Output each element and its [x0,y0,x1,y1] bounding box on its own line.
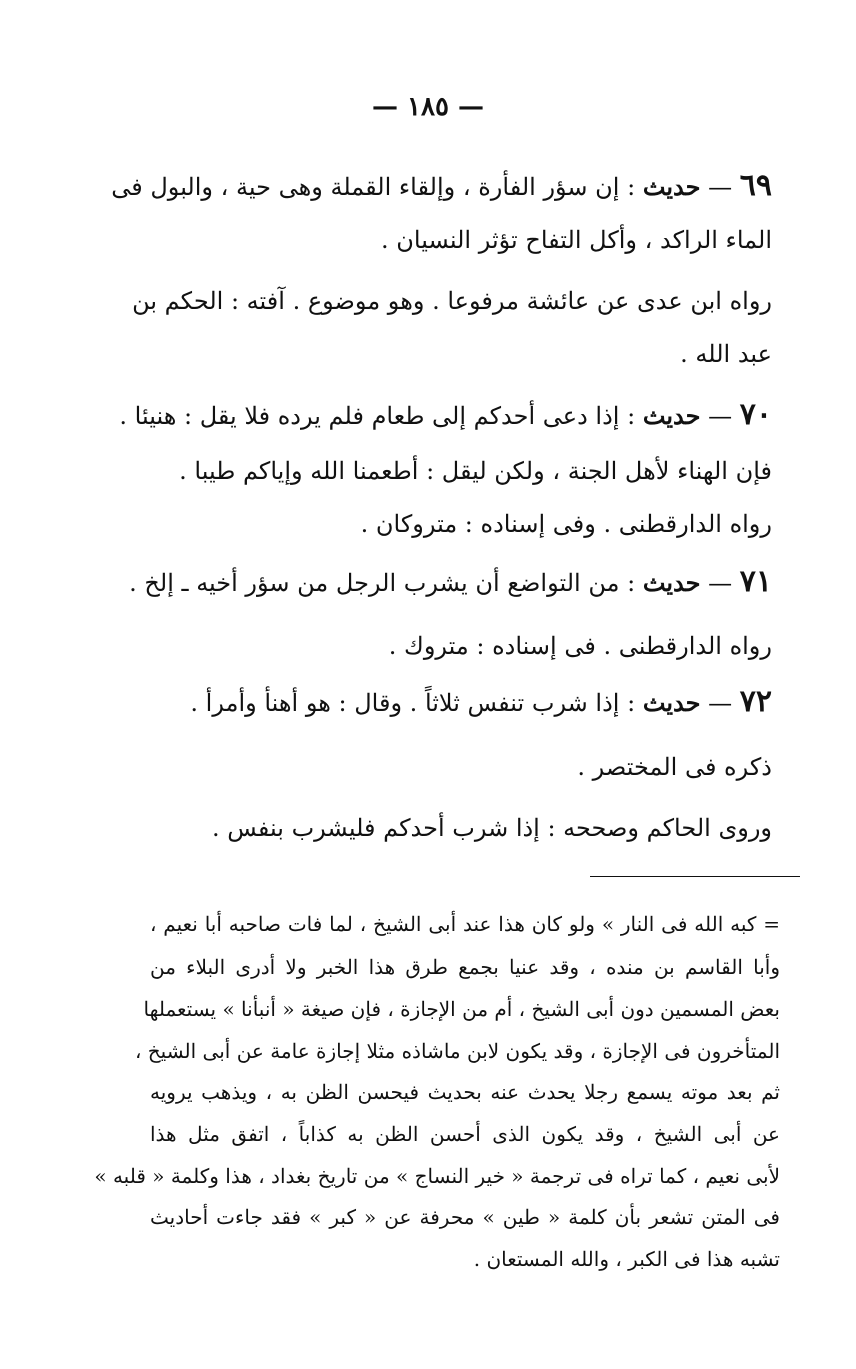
footnote-line-6: عن أبى الشيخ ، وقد يكون الذى أحسن الظن به كذاباً ، اتفق مثل هذا [150,1122,780,1146]
footnote-separator [590,876,800,877]
hadith-text: : إذا دعى أحدكم إلى طعام فلم يرده فلا يقل : هنيئا . [119,402,636,430]
footnote-line-5: ثم بعد موته يسمع رجلا يحدث عنه بحديث فيحسن الظن به ، ويذهب يرويه [150,1080,780,1104]
footnote-line-8: فى المتن تشعر بأن كلمة « طين » محرفة عن « كبر » فقد جاءت أحاديث [150,1205,780,1229]
commentary-70: رواه الدارقطنى . وفى إسناده : متروكان . [360,510,772,538]
hadith-72-line-1 [190,686,772,719]
footnote-line-3: بعض المسمين دون أبى الشيخ ، أم من الإجازة ، فإن صيغة « أنبأنا » يستعملها [143,997,780,1021]
hadith-number: ٧١ [739,564,772,599]
commentary-72-hakim: وروى الحاكم وصححه : إذا شرب أحدكم فليشرب بنفس . [212,814,772,842]
footnote-line-7: لأبى نعيم ، كما تراه فى ترجمة « خير النساج » من تاريخ بغداد ، هذا وكلمة « قلبه » [94,1164,780,1188]
footnote-text: كبه الله فى النار » ولو كان هذا عند أبى الشيخ ، لما فات صاحبه أبا نعيم ، [150,912,757,936]
hadith-69-line-1 [111,168,772,203]
hadith-number: ٦٩ [739,168,772,203]
footnote-line-1 [150,910,780,938]
hadith-text: : من التواضع أن يشرب الرجل من سؤر أخيه ـ إلخ . [129,569,636,597]
hadith-69-line-2: الماء الراكد ، وأكل التفاح تؤثر النسيان . [381,226,772,254]
commentary-71: رواه الدارقطنى . فى إسناده : متروك . [388,632,772,660]
hadith-label: حديث [642,568,701,597]
hadith-71-line-1 [129,566,772,599]
dash: — [700,402,740,430]
hadith-number: ٧٠ [739,397,772,432]
hadith-label: حديث [642,688,701,717]
hadith-70-line-2: فإن الهناء لأهل الجنة ، ولكن ليقل : أطعمنا الله وإياكم طيبا . [179,457,772,485]
hadith-label: حديث [642,172,701,201]
commentary-72: ذكره فى المختصر . [577,753,772,781]
dash: — [700,689,740,717]
dash: — [700,569,740,597]
page-number: — ١٨٥ — [371,92,485,122]
hadith-text: : إن سؤر الفأرة ، وإلقاء القملة وهى حية ، والبول فى [111,173,636,201]
hadith-text: : إذا شرب تنفس ثلاثاً . وقال : هو أهنأ وأمرأ . [190,689,636,717]
hadith-number: ٧٢ [739,684,772,719]
footnote-line-9: تشبه هذا فى الكبر ، والله المستعان . [473,1247,780,1271]
hadith-label: حديث [642,401,701,430]
commentary-69-line-1: رواه ابن عدى عن عائشة مرفوعا . وهو موضوع . آفته : الحكم بن [132,287,772,315]
footnote-line-4: المتأخرون فى الإجازة ، وقد يكون لابن ماشاذه مثلا إجازة عامة عن أبى الشيخ ، [134,1039,780,1063]
hadith-70-line-1 [119,397,772,432]
footnote-continuation-marker: = [763,912,781,936]
dash: — [700,173,740,201]
commentary-69-line-2: عبد الله . [680,340,772,368]
footnote-line-2: وأبا القاسم بن منده ، وقد عنيا بجمع طرق هذا الخبر ولا أدرى البلاء من [150,955,780,979]
